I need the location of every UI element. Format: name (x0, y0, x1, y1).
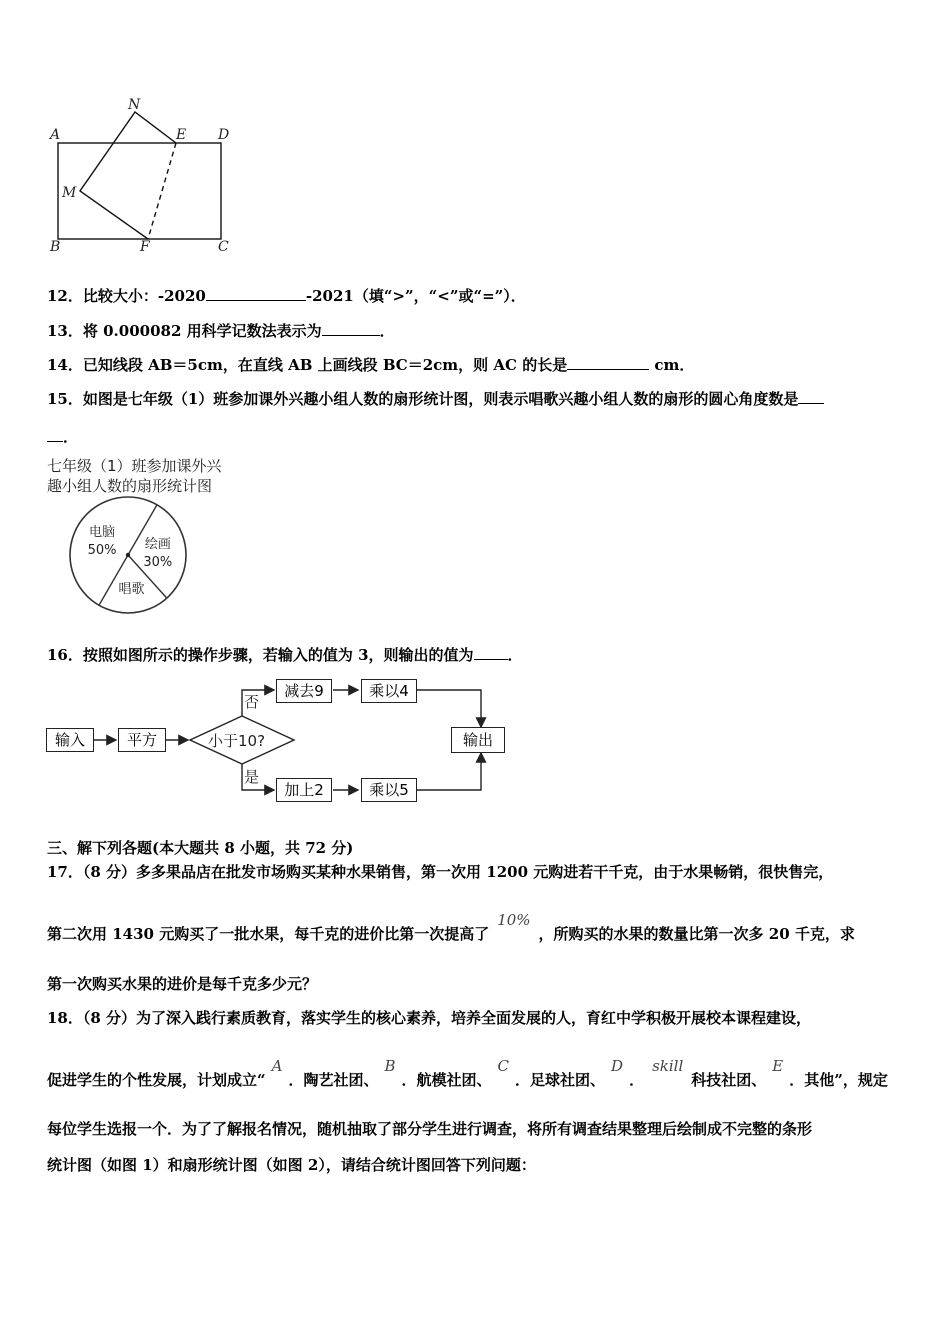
label-n: N (128, 97, 141, 113)
question-14 (47, 355, 694, 375)
q18-math-a: A (271, 1057, 283, 1075)
q15-answer-blank-2[interactable] (47, 427, 63, 442)
fold-path (80, 112, 176, 239)
question-17-line3: 第一次购买水果的进价是每千克多少元？ (47, 975, 318, 993)
q12-answer-blank[interactable] (206, 286, 306, 301)
label-c: C (218, 239, 229, 255)
flow-times4-box: 乘以4 (361, 679, 417, 703)
rectangle-fold-figure (40, 95, 250, 260)
label-d: D (218, 127, 230, 143)
q14-suffix: cm． (649, 356, 695, 374)
q17-line2-b: ，所购买的水果的数量比第一次多 20 千克，求 (538, 925, 855, 943)
label-b: B (50, 239, 61, 255)
question-18-line4: 统计图（如图 1）和扇形统计图（如图 2），请结合统计图回答下列问题： (47, 1156, 536, 1174)
pie-label-2: 绘画 (144, 536, 171, 552)
q14-answer-blank[interactable] (567, 355, 649, 370)
question-16 (47, 645, 523, 665)
question-18-line3: 每位学生选报一个．为了了解报名情况，随机抽取了部分学生进行调查，将所有调查结果整理后绘制成不完整的条形 (47, 1120, 813, 1138)
pie-label-1: 唱歌 (118, 581, 145, 597)
q16-suffix: ． (507, 646, 523, 664)
q18-text-1: ．陶艺社团、 (288, 1071, 379, 1089)
q18-math-d: D (611, 1057, 624, 1075)
question-12 (47, 286, 526, 306)
q12-suffix: -2021（填“>”，“<”或“=”）． (305, 287, 526, 305)
pie-percent-2: 30% (143, 554, 173, 570)
flow-minus9-box: 减去9 (276, 679, 332, 703)
q15-line2-suffix: ． (63, 428, 79, 446)
fold-dashed-line (148, 143, 176, 239)
label-m: M (62, 185, 77, 201)
pie-chart (60, 495, 200, 620)
q18-math-skill: skill (652, 1057, 684, 1075)
q18-math-c: C (497, 1057, 510, 1075)
flow-yes-label: 是 (244, 768, 260, 786)
flow-square-box: 平方 (118, 728, 166, 752)
flow-no-label: 否 (244, 693, 260, 711)
question-17-line1: 17．（8 分）多多果品店在批发市场购买某种水果销售，第一次用 1200 元购进若干千克，由于水果畅销，很快售完， (47, 863, 834, 881)
flow-input-box: 输入 (46, 728, 94, 752)
q15-answer-blank-1[interactable] (798, 389, 824, 404)
q18-math-b: B (384, 1057, 396, 1075)
q18-text-3: ．足球社团、 (515, 1071, 606, 1089)
q13-suffix: ． (379, 322, 395, 340)
question-13 (47, 321, 395, 341)
q14-prefix: 14．已知线段 AB＝5cm，在直线 AB 上画线段 BC＝2cm，则 AC 的长是 (47, 356, 568, 374)
flow-output-box: 输出 (451, 727, 505, 753)
q18-text-5: 科技社团、 (691, 1071, 767, 1089)
pie-title-line1: 七年级（1）班参加课外兴 (47, 457, 222, 475)
question-18-line1: 18．（8 分）为了深入践行素质教育，落实学生的核心素养，培养全面发展的人，育红中学积极开展校本课程建设， (47, 1009, 812, 1027)
q13-prefix: 13．将 0.000082 用科学记数法表示为 (47, 322, 322, 340)
question-17-line2 (47, 911, 855, 944)
flow-times5-box: 乘以5 (361, 778, 417, 802)
q18-text-6: ．其他”，规定 (789, 1071, 888, 1089)
rectangle-abcd (58, 143, 221, 239)
q16-answer-blank[interactable] (474, 645, 508, 660)
pie-center (126, 553, 130, 557)
q17-math-10pct: 10% (497, 911, 531, 929)
q13-answer-blank[interactable] (322, 321, 380, 336)
q17-line2-a: 第二次用 1430 元购买了一批水果，每千克的进价比第一次提高了 (47, 925, 490, 943)
q18-math-e: E (772, 1057, 784, 1075)
q15-line1: 15．如图是七年级（1）班参加课外兴趣小组人数的扇形统计图，则表示唱歌兴趣小组人数的扇形的圆心角度数是 (47, 390, 799, 408)
pie-percent-0: 50% (87, 543, 117, 558)
q18-text-2: ．航模社团、 (401, 1071, 492, 1089)
label-e: E (176, 127, 187, 143)
section-3-title: 三、解下列各题(本大题共 8 小题，共 72 分) (47, 839, 354, 857)
label-f: F (140, 239, 150, 255)
flow-plus2-box: 加上2 (276, 778, 332, 802)
question-15 (47, 389, 824, 409)
q18-text-0: 促进学生的个性发展，计划成立“ (47, 1071, 266, 1089)
q18-text-4: ． (629, 1071, 645, 1089)
q12-prefix: 12．比较大小：-2020 (47, 287, 206, 305)
flow-condition-label: 小于10? (208, 732, 266, 750)
label-a: A (50, 127, 61, 143)
question-15-cont (47, 427, 78, 447)
pie-label-0: 电脑 (89, 525, 116, 540)
question-18-line2 (47, 1057, 888, 1090)
q16-prefix: 16．按照如图所示的操作步骤，若输入的值为 3，则输出的值为 (47, 646, 474, 664)
pie-title-line2: 趣小组人数的扇形统计图 (47, 477, 213, 495)
